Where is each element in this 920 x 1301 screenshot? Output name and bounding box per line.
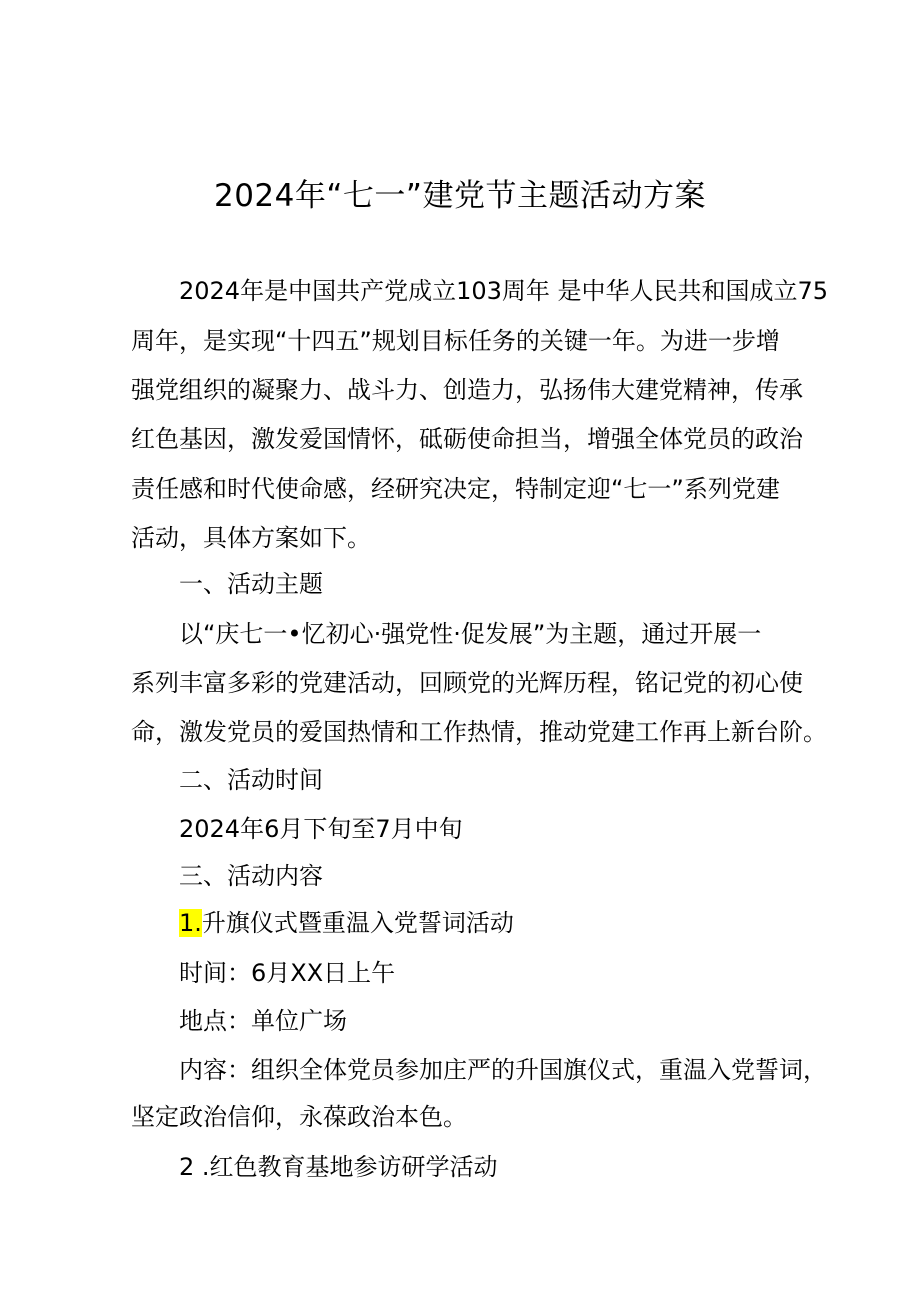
intro-line-3: 强党组织的凝聚力、战斗力、创造力，弘扬伟大建党精神，传承 bbox=[131, 376, 803, 404]
theme-line-3: 命，激发党员的爱国热情和工作热情，推动党建工作再上新台阶。 bbox=[131, 718, 827, 746]
intro-line-4: 红色基因，激发爱国情怀，砥砺使命担当，增强全体党员的政治 bbox=[131, 425, 803, 453]
section-heading-theme: 一、活动主题 bbox=[179, 570, 323, 598]
item1-place: 地点：单位广场 bbox=[179, 1007, 347, 1035]
theme-line-1: 以“庆七一•忆初心·强党性·促发展”为主题，通过开展一 bbox=[179, 620, 762, 648]
intro-line-6: 活动，具体方案如下。 bbox=[131, 524, 371, 552]
section-heading-time: 二、活动时间 bbox=[179, 766, 323, 794]
intro-line-5: 责任感和时代使命感，经研究决定，特制定迎“七一”系列党建 bbox=[131, 475, 780, 503]
item1-content-line-2: 坚定政治信仰，永葆政治本色。 bbox=[131, 1103, 467, 1131]
item1-number-highlight: 1. bbox=[179, 909, 202, 937]
item1-heading bbox=[179, 907, 839, 939]
document-title: 2024年“七一”建党节主题活动方案 bbox=[213, 178, 706, 214]
intro-line-1: 2024年是中国共产党成立103周年 是中华人民共和国成立75 bbox=[179, 277, 829, 305]
intro-line-2: 周年，是实现“十四五”规划目标任务的关键一年。为进一步增 bbox=[131, 327, 780, 355]
activity-time-text: 2024年6月下旬至7月中旬 bbox=[179, 815, 463, 843]
item1-content-line-1: 内容：组织全体党员参加庄严的升国旗仪式，重温入党誓词， bbox=[179, 1056, 827, 1084]
item2-heading: 2 .红色教育基地参访研学活动 bbox=[179, 1153, 498, 1181]
section-heading-content: 三、活动内容 bbox=[179, 862, 323, 890]
item1-title: 升旗仪式暨重温入党誓词活动 bbox=[201, 909, 514, 937]
item1-time: 时间：6月XX日上午 bbox=[179, 959, 396, 987]
theme-line-2: 系列丰富多彩的党建活动，回顾党的光辉历程，铭记党的初心使 bbox=[131, 669, 803, 697]
